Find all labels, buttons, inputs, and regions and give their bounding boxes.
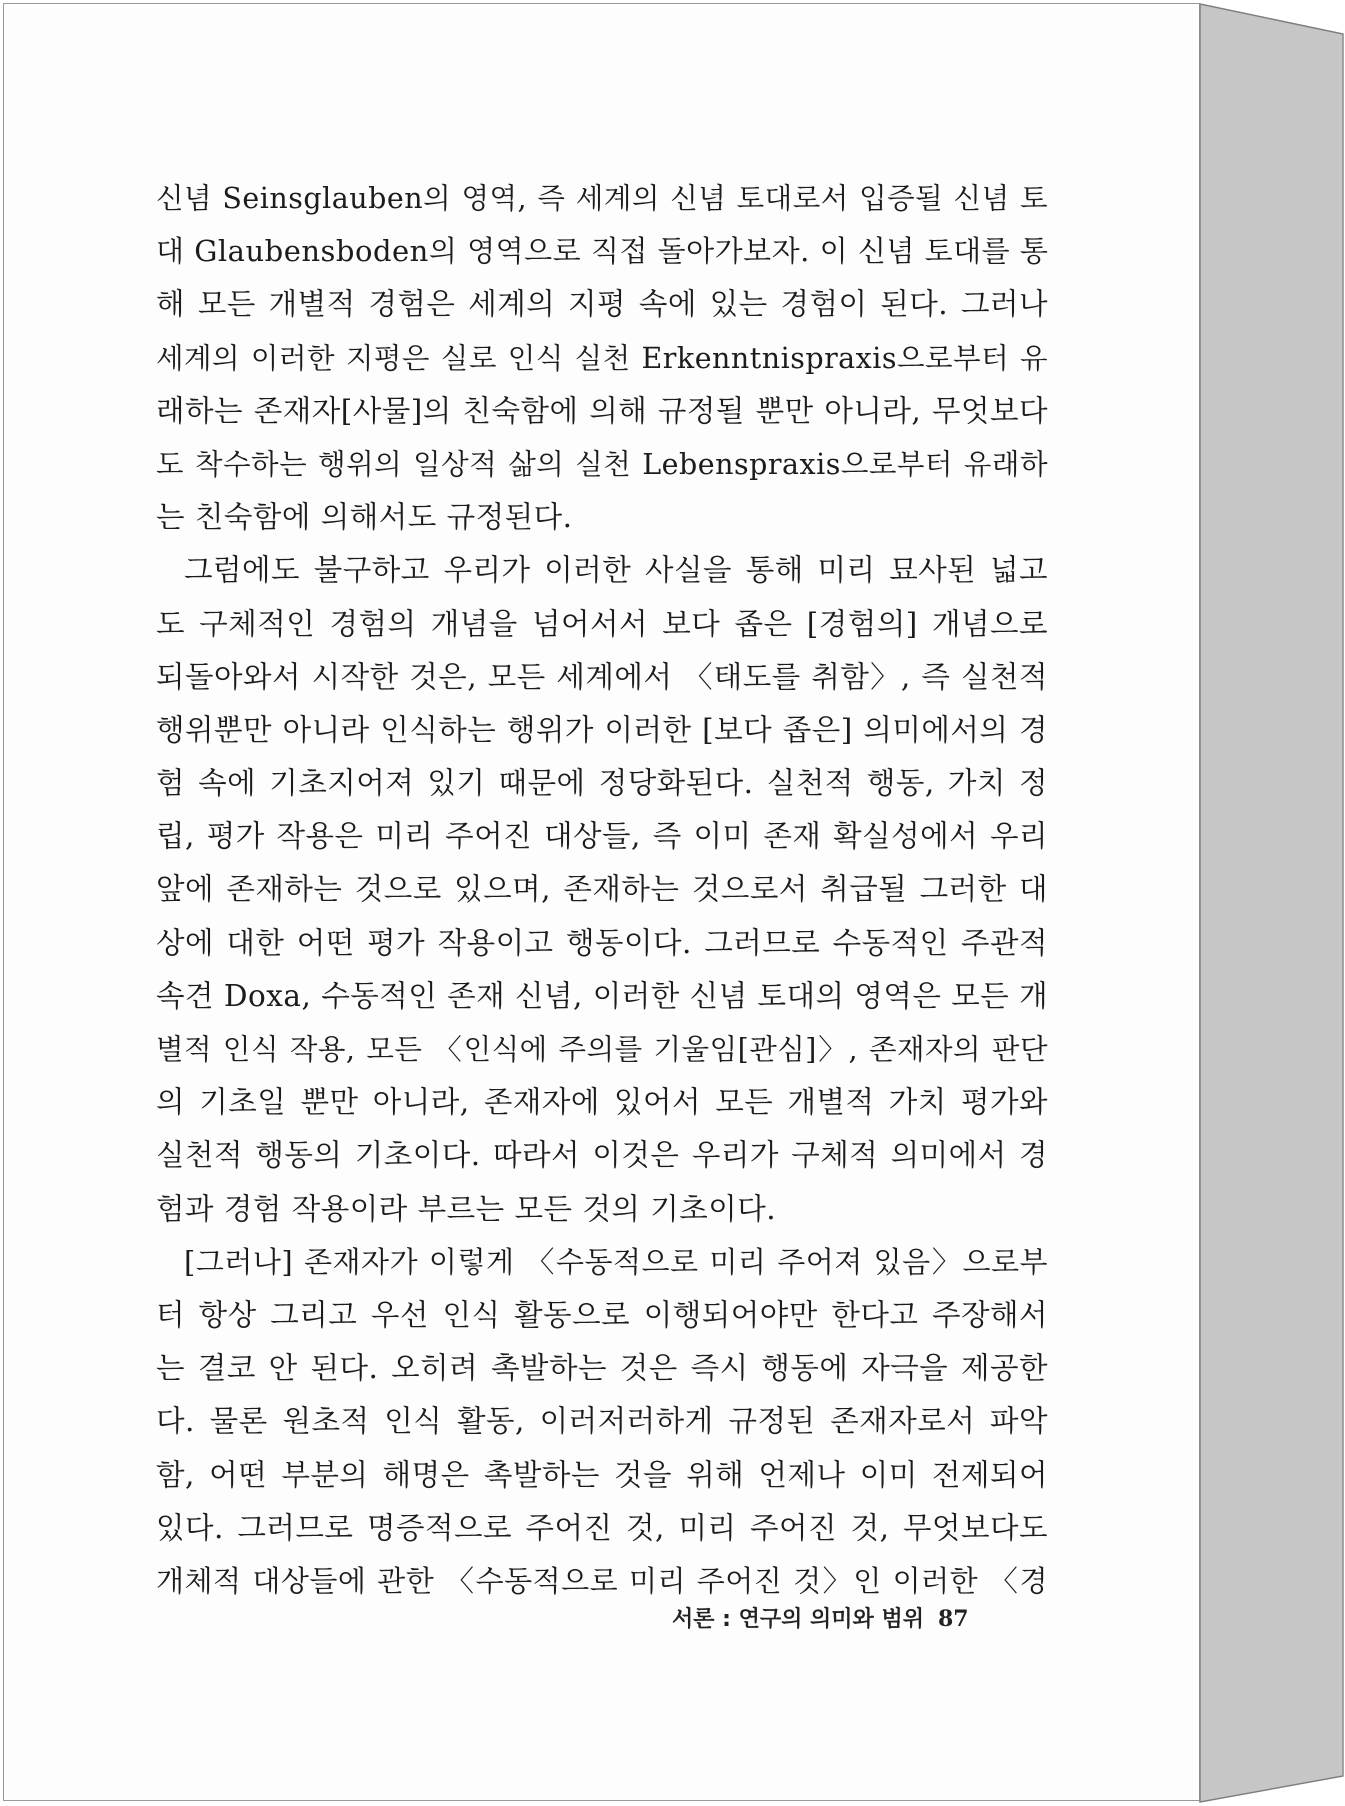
text-line: 의 기초일 뿐만 아니라, 존재자에 있어서 모든 개별적 가치 평가와 (156, 1085, 1048, 1120)
text-line: 세계의 이러한 지평은 실로 인식 실천 Erkenntnispraxis으로부터 유 (156, 341, 1048, 375)
text-line: [그러나] 존재자가 이렇게 〈수동적으로 미리 주어져 있음〉으로부 (184, 1244, 1048, 1279)
running-head: 서론 : 연구의 의미와 범위 (672, 1607, 924, 1632)
text-line: 상에 대한 어떤 평가 작용이고 행동이다. 그러므로 수동적인 주관적 (156, 925, 1048, 960)
text-line: 신념 Seinsglauben의 영역, 즉 세계의 신념 토대로서 입증될 신념 토 (156, 182, 1048, 215)
text-line: 다. 물론 원초적 인식 활동, 이러저러하게 규정된 존재자로서 파악 (156, 1404, 1048, 1439)
text-line: 속견 Doxa, 수동적인 존재 신념, 이러한 신념 토대의 영역은 모든 개 (156, 978, 1049, 1013)
paragraph-2 (156, 544, 1048, 1235)
text-line: 도 구체적인 경험의 개념을 넘어서서 보다 좁은 [경험의] 개념으로 (156, 606, 1048, 641)
text-line: 험 속에 기초지어져 있기 때문에 정당화된다. 실천적 행동, 가치 정 (156, 766, 1048, 801)
body-text (156, 172, 1048, 1608)
text-line: 립, 평가 작용은 미리 주어진 대상들, 즉 이미 존재 확실성에서 우리 (156, 819, 1048, 854)
text-line: 앞에 존재하는 것으로 있으며, 존재하는 것으로서 취급될 그러한 대 (156, 872, 1048, 907)
text-line: 그럼에도 불구하고 우리가 이러한 사실을 통해 미리 묘사된 넓고 (184, 553, 1048, 588)
text-line: 실천적 행동의 기초이다. 따라서 이것은 우리가 구체적 의미에서 경 (156, 1138, 1048, 1173)
page-footer (672, 1602, 1012, 1633)
text-line: 는 결코 안 된다. 오히려 촉발하는 것은 즉시 행동에 자극을 제공한 (156, 1351, 1048, 1386)
text-line: 개체적 대상들에 관한 〈수동적으로 미리 주어진 것〉인 이러한 〈경 (156, 1563, 1048, 1598)
text-line: 는 친숙함에 의해서도 규정된다. (156, 500, 573, 535)
text-line: 래하는 존재자[사물]의 친숙함에 의해 규정될 뿐만 아니라, 무엇보다 (156, 393, 1048, 428)
text-line: 되돌아와서 시작한 것은, 모든 세계에서 〈태도를 취함〉, 즉 실천적 (156, 659, 1048, 694)
text-line: 함, 어떤 부분의 해명은 촉발하는 것을 위해 언제나 이미 전제되어 (156, 1457, 1048, 1492)
text-line: 터 항상 그리고 우선 인식 활동으로 이행되어야만 한다고 주장해서 (156, 1297, 1048, 1332)
text-line: 도 착수하는 행위의 일상적 삶의 실천 Lebenspraxis으로부터 유래하 (156, 447, 1048, 481)
text-line: 별적 인식 작용, 모든 〈인식에 주의를 기울임[관심]〉, 존재자의 판단 (156, 1033, 1048, 1066)
page-number: 87 (937, 1606, 969, 1632)
text-line: 행위뿐만 아니라 인식하는 행위가 이러한 [보다 좁은] 의미에서의 경 (156, 712, 1048, 747)
text-line: 대 Glaubensboden의 영역으로 직접 돌아가보자. 이 신념 토대를 통 (156, 234, 1049, 269)
text-line: 해 모든 개별적 경험은 세계의 지평 속에 있는 경험이 된다. 그러나 (156, 287, 1048, 322)
paragraph-3 (156, 1236, 1048, 1608)
paragraph-1 (156, 172, 1048, 544)
text-line: 험과 경험 작용이라 부르는 모든 것의 기초이다. (156, 1191, 777, 1226)
text-line: 있다. 그러므로 명증적으로 주어진 것, 미리 주어진 것, 무엇보다도 (156, 1510, 1048, 1545)
